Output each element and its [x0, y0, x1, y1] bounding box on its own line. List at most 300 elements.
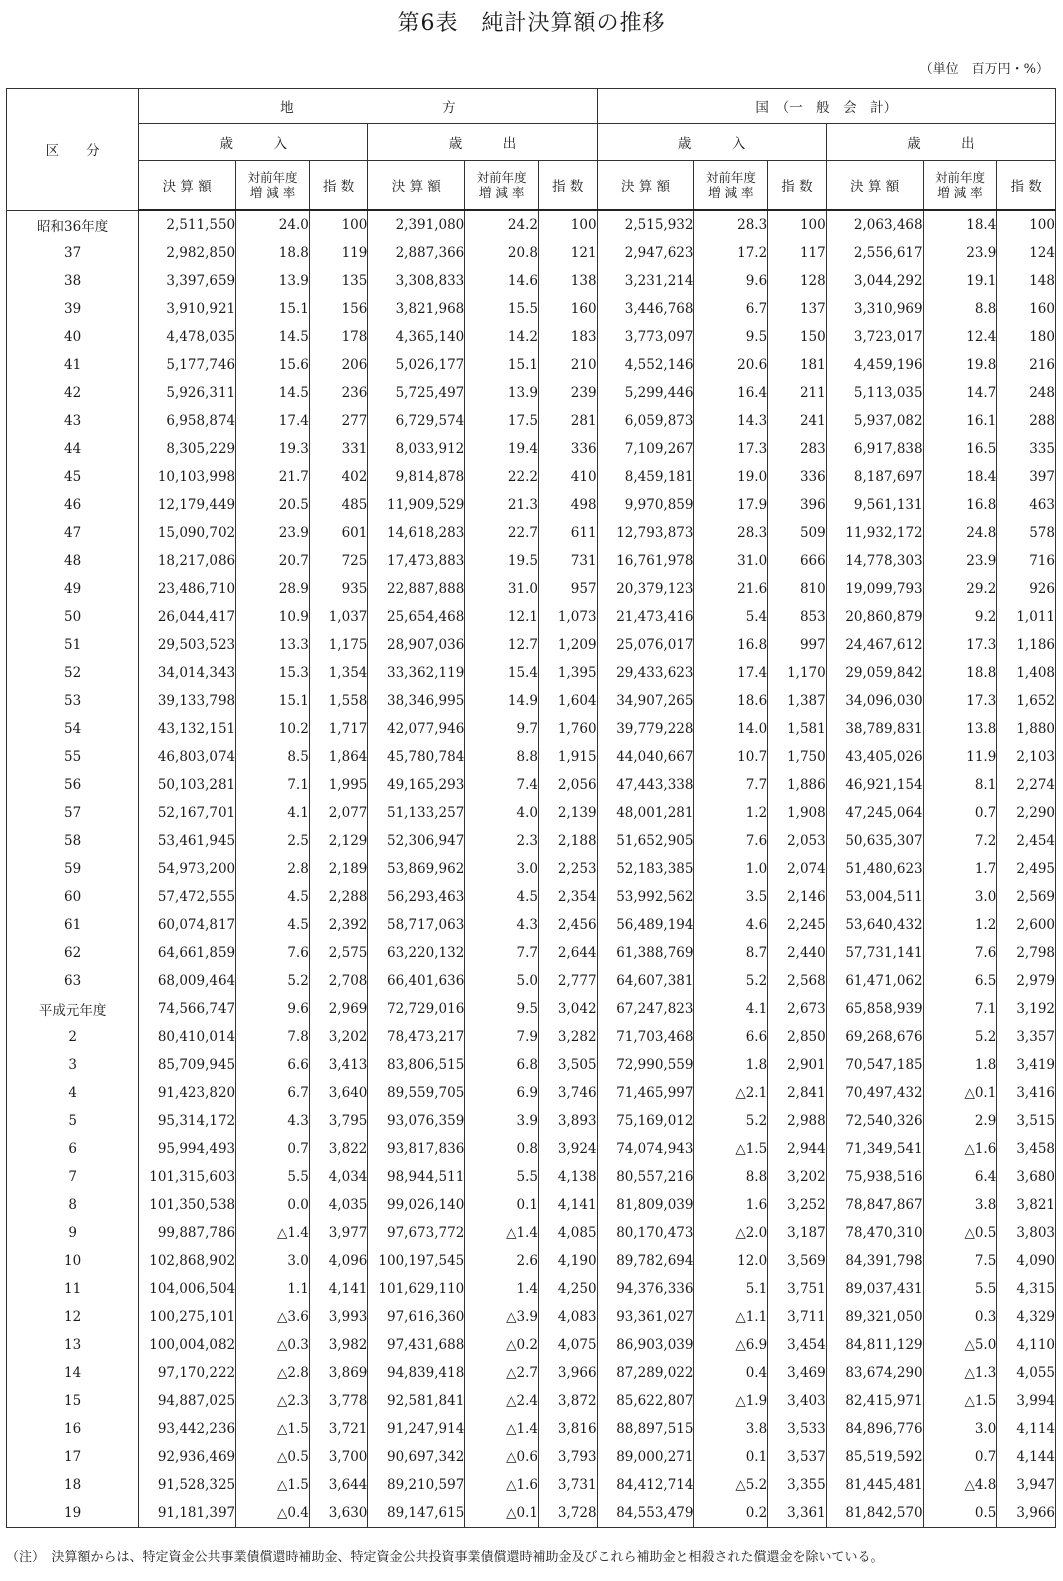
table-cell: 72,540,326	[826, 1107, 923, 1135]
table-row	[7, 715, 1056, 743]
table-cell: 3,458	[997, 1135, 1056, 1163]
table-cell: 0.7	[923, 1443, 997, 1471]
table-cell: 29,433,623	[597, 659, 694, 687]
table-cell: 19.3	[236, 435, 310, 463]
header-subcolumns	[7, 161, 1056, 211]
table-cell: 18.8	[923, 659, 997, 687]
table-cell: 3,042	[538, 995, 597, 1023]
table-cell: 210	[538, 351, 597, 379]
table-cell: 926	[997, 575, 1056, 603]
table-cell: 8.1	[923, 771, 997, 799]
table-cell: 92,581,841	[368, 1387, 465, 1415]
table-cell: 71,703,468	[597, 1023, 694, 1051]
table-cell: 34,096,030	[826, 687, 923, 715]
table-cell: 102,868,902	[139, 1247, 236, 1275]
table-cell: △0.5	[923, 1219, 997, 1247]
table-cell: 95,994,493	[139, 1135, 236, 1163]
table-cell: 402	[309, 463, 368, 491]
table-cell: 72,729,016	[368, 995, 465, 1023]
row-label: 38	[7, 267, 139, 295]
table-row	[7, 239, 1056, 267]
table-cell: 15.1	[465, 351, 539, 379]
table-cell: 7.2	[923, 827, 997, 855]
table-cell: 6.7	[694, 295, 768, 323]
table-cell: 16,761,978	[597, 547, 694, 575]
row-label: 46	[7, 491, 139, 519]
table-cell: 12,793,873	[597, 519, 694, 547]
table-cell: 3,803	[997, 1219, 1056, 1247]
table-cell: 3.0	[923, 883, 997, 911]
row-label: 昭和36年度	[7, 210, 139, 239]
table-row	[7, 1387, 1056, 1415]
table-cell: 39,779,228	[597, 715, 694, 743]
table-cell: 8,459,181	[597, 463, 694, 491]
table-cell: △0.3	[236, 1331, 310, 1359]
table-cell: 1,652	[997, 687, 1056, 715]
table-cell: 601	[309, 519, 368, 547]
table-cell: 7.8	[236, 1023, 310, 1051]
table-cell: 70,547,185	[826, 1051, 923, 1079]
table-cell: 2,777	[538, 967, 597, 995]
table-cell: 124	[997, 239, 1056, 267]
table-cell: 6,729,574	[368, 407, 465, 435]
table-cell: 6.8	[465, 1051, 539, 1079]
table-cell: 8,305,229	[139, 435, 236, 463]
table-cell: 47,443,338	[597, 771, 694, 799]
table-cell: 101,315,603	[139, 1163, 236, 1191]
table-cell: 5,113,035	[826, 379, 923, 407]
table-cell: 65,858,939	[826, 995, 923, 1023]
table-cell: 3,731	[538, 1471, 597, 1499]
row-label: 58	[7, 827, 139, 855]
table-cell: 34,907,265	[597, 687, 694, 715]
table-cell: 6.4	[923, 1163, 997, 1191]
table-row	[7, 1471, 1056, 1499]
table-cell: 2,887,366	[368, 239, 465, 267]
table-cell: 12.7	[465, 631, 539, 659]
table-cell: 14.6	[465, 267, 539, 295]
header-index: 指 数	[768, 161, 827, 211]
table-cell: 70,497,432	[826, 1079, 923, 1107]
table-cell: 3,947	[997, 1471, 1056, 1499]
table-cell: △2.8	[236, 1359, 310, 1387]
table-cell: 2,440	[768, 939, 827, 967]
table-cell: 19.8	[923, 351, 997, 379]
table-cell: 81,842,570	[826, 1499, 923, 1528]
table-cell: 5,926,311	[139, 379, 236, 407]
table-cell: 17.3	[923, 687, 997, 715]
table-cell: 28.3	[694, 210, 768, 239]
table-cell: 3,202	[309, 1023, 368, 1051]
table-cell: 91,423,820	[139, 1079, 236, 1107]
table-cell: 33,362,119	[368, 659, 465, 687]
row-label: 55	[7, 743, 139, 771]
table-cell: 8,033,912	[368, 435, 465, 463]
table-cell: 331	[309, 435, 368, 463]
table-cell: 83,806,515	[368, 1051, 465, 1079]
table-cell: 1,037	[309, 603, 368, 631]
table-cell: 49,165,293	[368, 771, 465, 799]
table-cell: 14,618,283	[368, 519, 465, 547]
header-local-expenditure: 歳 出	[368, 124, 597, 161]
table-cell: 4,085	[538, 1219, 597, 1247]
table-cell: 66,401,636	[368, 967, 465, 995]
table-cell: 17.4	[236, 407, 310, 435]
table-cell: 7.6	[694, 827, 768, 855]
table-cell: 22.2	[465, 463, 539, 491]
row-label: 53	[7, 687, 139, 715]
row-label: 63	[7, 967, 139, 995]
table-cell: 6,917,838	[826, 435, 923, 463]
table-cell: 3.5	[694, 883, 768, 911]
table-cell: △5.2	[694, 1471, 768, 1499]
table-cell: 2,673	[768, 995, 827, 1023]
table-cell: 71,465,997	[597, 1079, 694, 1107]
table-cell: 23.9	[923, 547, 997, 575]
table-cell: 19.1	[923, 267, 997, 295]
header-index: 指 数	[997, 161, 1056, 211]
table-cell: 93,817,836	[368, 1135, 465, 1163]
table-cell: 3,469	[768, 1359, 827, 1387]
row-label: 48	[7, 547, 139, 575]
table-cell: 3,711	[768, 1303, 827, 1331]
table-cell: 3,822	[309, 1135, 368, 1163]
row-label: 37	[7, 239, 139, 267]
table-row	[7, 1107, 1056, 1135]
table-cell: 91,528,325	[139, 1471, 236, 1499]
table-cell: △1.9	[694, 1387, 768, 1415]
table-cell: 2,053	[768, 827, 827, 855]
table-cell: 2,129	[309, 827, 368, 855]
row-label: 15	[7, 1387, 139, 1415]
table-cell: 17,473,883	[368, 547, 465, 575]
table-cell: 84,412,714	[597, 1471, 694, 1499]
table-cell: 7.7	[465, 939, 539, 967]
table-cell: 0.1	[694, 1443, 768, 1471]
unit-label: （単位 百万円・%）	[919, 62, 1049, 77]
table-cell: 6,059,873	[597, 407, 694, 435]
table-cell: 89,000,271	[597, 1443, 694, 1471]
table-cell: 97,431,688	[368, 1331, 465, 1359]
table-cell: 9.6	[236, 995, 310, 1023]
table-cell: 15.5	[465, 295, 539, 323]
table-cell: 20.5	[236, 491, 310, 519]
table-cell: 92,936,469	[139, 1443, 236, 1471]
row-label: 56	[7, 771, 139, 799]
table-cell: 3,231,214	[597, 267, 694, 295]
table-cell: 3,044,292	[826, 267, 923, 295]
row-label: 50	[7, 603, 139, 631]
table-cell: 53,461,945	[139, 827, 236, 855]
table-cell: 2,454	[997, 827, 1056, 855]
table-cell: 78,470,310	[826, 1219, 923, 1247]
row-label: 59	[7, 855, 139, 883]
table-cell: 46,921,154	[826, 771, 923, 799]
table-cell: 4,055	[997, 1359, 1056, 1387]
table-cell: 3,728	[538, 1499, 597, 1528]
table-cell: 80,410,014	[139, 1023, 236, 1051]
table-cell: 17.5	[465, 407, 539, 435]
table-cell: 150	[768, 323, 827, 351]
table-cell: 2,947,623	[597, 239, 694, 267]
table-cell: 236	[309, 379, 368, 407]
table-cell: 5.4	[694, 603, 768, 631]
table-cell: 25,076,017	[597, 631, 694, 659]
table-cell: 60,074,817	[139, 911, 236, 939]
table-cell: △1.6	[465, 1471, 539, 1499]
table-cell: 3,793	[538, 1443, 597, 1471]
row-label: 9	[7, 1219, 139, 1247]
table-cell: 11,909,529	[368, 491, 465, 519]
table-cell: 64,607,381	[597, 967, 694, 995]
table-cell: 2,245	[768, 911, 827, 939]
table-cell: 16.4	[694, 379, 768, 407]
table-cell: 97,170,222	[139, 1359, 236, 1387]
table-cell: 4,478,035	[139, 323, 236, 351]
table-cell: 2,644	[538, 939, 597, 967]
row-label: 47	[7, 519, 139, 547]
table-cell: 3,419	[997, 1051, 1056, 1079]
table-cell: 100,275,101	[139, 1303, 236, 1331]
table-cell: 4,083	[538, 1303, 597, 1331]
table-cell: 2,944	[768, 1135, 827, 1163]
table-cell: △1.5	[236, 1471, 310, 1499]
table-cell: 853	[768, 603, 827, 631]
table-cell: 1,209	[538, 631, 597, 659]
table-cell: △3.9	[465, 1303, 539, 1331]
table-cell: 4,075	[538, 1331, 597, 1359]
table-cell: 21.7	[236, 463, 310, 491]
row-label: 11	[7, 1275, 139, 1303]
table-row	[7, 1331, 1056, 1359]
table-cell: 4,315	[997, 1275, 1056, 1303]
table-cell: 206	[309, 351, 368, 379]
table-cell: 216	[997, 351, 1056, 379]
table-cell: 81,809,039	[597, 1191, 694, 1219]
footnote: （注） 決算額からは、特定資金公共事業債償還時補助金、特定資金公共投資事業債償還時補助金及びこれら補助金と相殺された償還金を除いている。	[6, 1550, 884, 1565]
table-cell: 14.2	[465, 323, 539, 351]
table-cell: 3,821,968	[368, 295, 465, 323]
table-cell: △1.6	[923, 1135, 997, 1163]
table-cell: 283	[768, 435, 827, 463]
table-cell: 2,274	[997, 771, 1056, 799]
table-cell: 3,355	[768, 1471, 827, 1499]
table-row	[7, 855, 1056, 883]
table-cell: 100	[997, 210, 1056, 239]
table-row	[7, 659, 1056, 687]
header-rate: 対前年度 増 減 率	[236, 161, 310, 211]
header-local: 地 方	[139, 89, 597, 124]
table-cell: △0.6	[465, 1443, 539, 1471]
table-cell: 4,144	[997, 1443, 1056, 1471]
table-cell: 14,778,303	[826, 547, 923, 575]
table-cell: 7.1	[923, 995, 997, 1023]
table-cell: 8,187,697	[826, 463, 923, 491]
row-label: 39	[7, 295, 139, 323]
table-cell: 3,982	[309, 1331, 368, 1359]
row-label: 44	[7, 435, 139, 463]
table-row	[7, 1023, 1056, 1051]
table-cell: 89,559,705	[368, 1079, 465, 1107]
table-cell: 10.9	[236, 603, 310, 631]
table-cell: 3,640	[309, 1079, 368, 1107]
table-cell: 9.6	[694, 267, 768, 295]
table-cell: 1,750	[768, 743, 827, 771]
table-cell: 2,708	[309, 967, 368, 995]
table-cell: 15.6	[236, 351, 310, 379]
table-cell: 91,181,397	[139, 1499, 236, 1528]
table-cell: 0.8	[465, 1135, 539, 1163]
table-cell: 1,186	[997, 631, 1056, 659]
header-amount: 決 算 額	[368, 161, 465, 211]
row-label: 14	[7, 1359, 139, 1387]
table-cell: △1.1	[694, 1303, 768, 1331]
table-cell: 5.2	[694, 1107, 768, 1135]
table-cell: △2.7	[465, 1359, 539, 1387]
table-cell: 12.4	[923, 323, 997, 351]
table-cell: 18.8	[236, 239, 310, 267]
table-cell: 3,413	[309, 1051, 368, 1079]
table-cell: 2.5	[236, 827, 310, 855]
table-cell: 1,915	[538, 743, 597, 771]
header-section: 区 分	[7, 89, 139, 211]
table-cell: △0.5	[236, 1443, 310, 1471]
table-cell: 6.9	[465, 1079, 539, 1107]
table-row	[7, 1247, 1056, 1275]
table-cell: 71,349,541	[826, 1135, 923, 1163]
table-cell: △2.3	[236, 1387, 310, 1415]
table-cell: 100	[538, 210, 597, 239]
table-cell: 2,841	[768, 1079, 827, 1107]
table-row	[7, 967, 1056, 995]
row-label: 5	[7, 1107, 139, 1135]
table-cell: 100	[309, 210, 368, 239]
table-cell: 1,354	[309, 659, 368, 687]
table-cell: △2.4	[465, 1387, 539, 1415]
table-cell: 4,365,140	[368, 323, 465, 351]
table-cell: 8.5	[236, 743, 310, 771]
row-label: 45	[7, 463, 139, 491]
table-cell: 4,110	[997, 1331, 1056, 1359]
table-cell: 957	[538, 575, 597, 603]
table-cell: 23.9	[236, 519, 310, 547]
table-cell: 7.9	[465, 1023, 539, 1051]
table-cell: 2,568	[768, 967, 827, 995]
table-cell: 8.8	[465, 743, 539, 771]
table-cell: 2,798	[997, 939, 1056, 967]
settlement-table	[6, 88, 1056, 1528]
table-cell: 0.2	[694, 1499, 768, 1528]
row-label: 42	[7, 379, 139, 407]
table-cell: 3,357	[997, 1023, 1056, 1051]
header-national-revenue: 歳 入	[597, 124, 826, 161]
table-row	[7, 1135, 1056, 1163]
table-cell: 16.5	[923, 435, 997, 463]
table-cell: 43,405,026	[826, 743, 923, 771]
table-cell: 4,459,196	[826, 351, 923, 379]
header-rate: 対前年度 増 減 率	[465, 161, 539, 211]
table-row	[7, 1079, 1056, 1107]
table-cell: 4,141	[538, 1191, 597, 1219]
table-cell: 1,908	[768, 799, 827, 827]
table-cell: 5,026,177	[368, 351, 465, 379]
row-label: 7	[7, 1163, 139, 1191]
table-cell: 47,245,064	[826, 799, 923, 827]
table-cell: 138	[538, 267, 597, 295]
table-header	[7, 89, 1056, 211]
table-cell: 20,860,879	[826, 603, 923, 631]
table-cell: 17.9	[694, 491, 768, 519]
row-label: 2	[7, 1023, 139, 1051]
table-cell: 7.7	[694, 771, 768, 799]
table-row	[7, 1359, 1056, 1387]
table-cell: 5,177,746	[139, 351, 236, 379]
table-cell: 5.2	[923, 1023, 997, 1051]
table-cell: 57,731,141	[826, 939, 923, 967]
table-cell: 4.1	[236, 799, 310, 827]
header-amount: 決 算 額	[597, 161, 694, 211]
header-index: 指 数	[538, 161, 597, 211]
table-row	[7, 911, 1056, 939]
table-row	[7, 267, 1056, 295]
table-cell: 56,489,194	[597, 911, 694, 939]
table-cell: 78,847,867	[826, 1191, 923, 1219]
row-label: 61	[7, 911, 139, 939]
table-cell: 69,268,676	[826, 1023, 923, 1051]
table-cell: △2.0	[694, 1219, 768, 1247]
table-row	[7, 491, 1056, 519]
table-cell: 21,473,416	[597, 603, 694, 631]
table-cell: 3.8	[694, 1415, 768, 1443]
table-cell: 2,515,932	[597, 210, 694, 239]
table-cell: 3,977	[309, 1219, 368, 1247]
table-cell: 21.3	[465, 491, 539, 519]
table-cell: △1.3	[923, 1359, 997, 1387]
table-cell: 5.5	[236, 1163, 310, 1191]
table-cell: 1,558	[309, 687, 368, 715]
table-cell: 104,006,504	[139, 1275, 236, 1303]
table-cell: 3,310,969	[826, 295, 923, 323]
row-label: 17	[7, 1443, 139, 1471]
table-cell: 7.4	[465, 771, 539, 799]
table-cell: 43,132,151	[139, 715, 236, 743]
table-cell: 183	[538, 323, 597, 351]
table-cell: 51,480,623	[826, 855, 923, 883]
table-cell: △0.4	[236, 1499, 310, 1528]
table-cell: 14.7	[923, 379, 997, 407]
table-row	[7, 1275, 1056, 1303]
table-cell: 4,034	[309, 1163, 368, 1191]
table-cell: 1,011	[997, 603, 1056, 631]
table-cell: 84,391,798	[826, 1247, 923, 1275]
table-row	[7, 827, 1056, 855]
table-row	[7, 939, 1056, 967]
table-cell: 82,415,971	[826, 1387, 923, 1415]
table-cell: 23,486,710	[139, 575, 236, 603]
table-cell: 3,869	[309, 1359, 368, 1387]
table-cell: 3,924	[538, 1135, 597, 1163]
table-cell: △1.4	[465, 1415, 539, 1443]
table-cell: 81,445,481	[826, 1471, 923, 1499]
table-row	[7, 1219, 1056, 1247]
table-cell: 3,416	[997, 1079, 1056, 1107]
row-label: 57	[7, 799, 139, 827]
table-cell: 68,009,464	[139, 967, 236, 995]
table-cell: 119	[309, 239, 368, 267]
table-cell: 410	[538, 463, 597, 491]
table-cell: 3.0	[465, 855, 539, 883]
table-cell: 100,004,082	[139, 1331, 236, 1359]
